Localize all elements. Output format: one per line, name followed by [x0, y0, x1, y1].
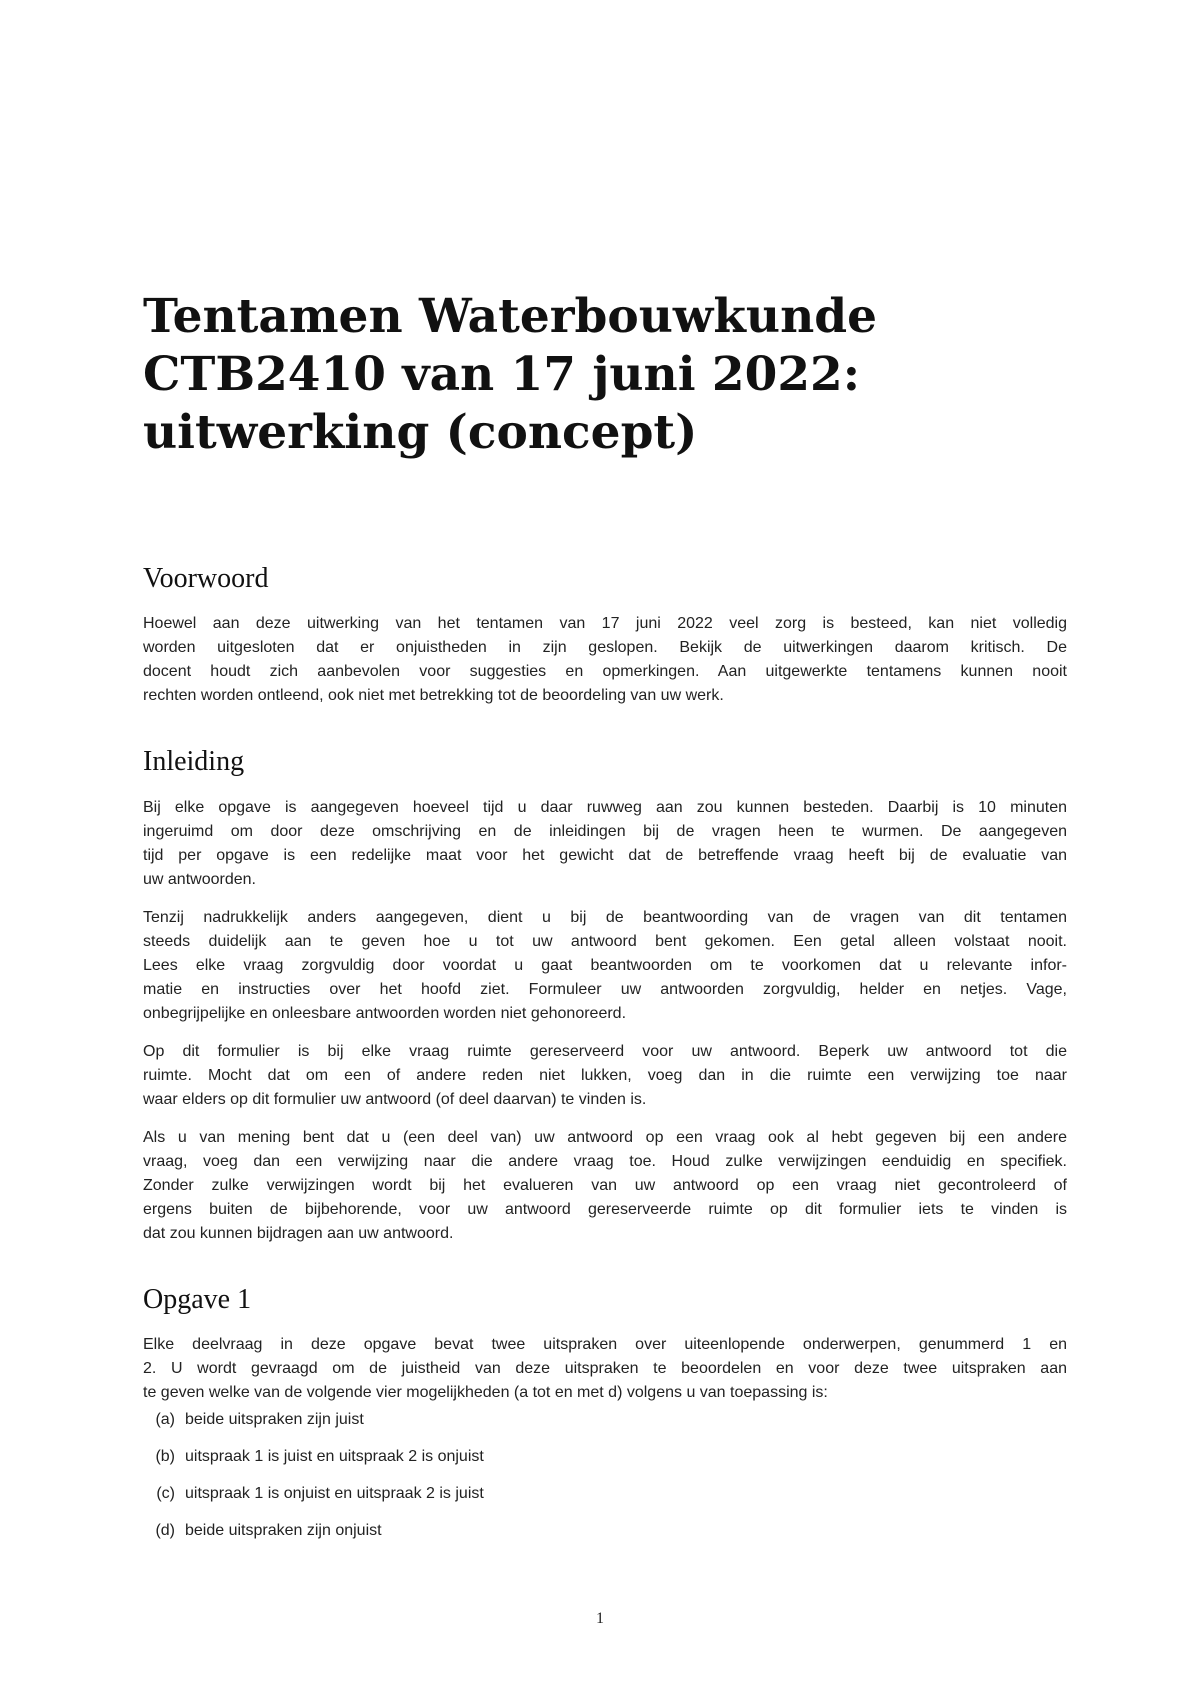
text-line: Op dit formulier is bij elke vraag ruimte gereserveerd voor uw antwoord. Beperk uw antwoord tot die — [143, 1043, 1067, 1060]
list-item — [143, 1482, 1067, 1506]
document-page — [143, 0, 1067, 1696]
title-line: CTB2410 van 17 juni 2022: — [143, 347, 861, 402]
list-item — [143, 1408, 1067, 1432]
text-line: worden uitgesloten dat er onjuistheden in zijn geslopen. Bekijk de uitwerkingen daarom kritisch. De — [143, 639, 1067, 656]
page-number: 1 — [596, 1610, 604, 1627]
heading-opgave-1: Opgave 1 — [143, 1284, 252, 1315]
text-line: onbegrijpelijke en onleesbare antwoorden worden niet gehonoreerd. — [143, 1005, 627, 1022]
voorwoord-paragraph — [143, 612, 1067, 708]
text-line: Lees elke vraag zorgvuldig door voordat u gaat beantwoorden om te voorkomen dat u relevante infor- — [143, 957, 1067, 974]
text-line: docent houdt zich aanbevolen voor suggesties en opmerkingen. Aan uitgewerkte tentamens kunnen nooit — [143, 663, 1067, 680]
text-line: te geven welke van de volgende vier mogelijkheden (a tot en met d) volgens u van toepassing is: — [143, 1384, 828, 1401]
list-item — [143, 1445, 1067, 1469]
text-line: 2. U wordt gevraagd om de juistheid van deze uitspraken te beoordelen en voor deze twee uitspraken aan — [143, 1360, 1067, 1377]
text-line: Hoewel aan deze uitwerking van het tentamen van 17 juni 2022 veel zorg is besteed, kan niet volledig — [143, 615, 1067, 632]
text-line: rechten worden ontleend, ook niet met betrekking tot de beoordeling van uw werk. — [143, 687, 724, 704]
heading-inleiding: Inleiding — [143, 746, 245, 777]
inleiding-paragraph-4 — [143, 1126, 1067, 1246]
text-line: Zonder zulke verwijzingen wordt bij het evalueren van uw antwoord op een vraag niet gecontroleerd of — [143, 1177, 1067, 1194]
text-line: Elke deelvraag in deze opgave bevat twee uitspraken over uiteenlopende onderwerpen, genummerd 1 en — [143, 1336, 1067, 1353]
text-line: ruimte. Mocht dat om een of andere reden niet lukken, voeg dan in die ruimte een verwijzing toe naar — [143, 1067, 1067, 1084]
text-line: tijd per opgave is een redelijke maat voor het gewicht dat de betreffende vraag heeft bij de evaluatie van — [143, 847, 1067, 864]
text-line: waar elders op dit formulier uw antwoord (of deel daarvan) te vinden is. — [143, 1091, 647, 1108]
text-line: vraag, voeg dan een verwijzing naar die andere vraag toe. Houd zulke verwijzingen eenduidig en specifiek. — [143, 1153, 1067, 1170]
options-list — [143, 1408, 1067, 1556]
heading-voorwoord: Voorwoord — [143, 563, 269, 594]
inleiding-paragraph-1 — [143, 796, 1067, 892]
opgave-1-paragraph — [143, 1333, 1067, 1405]
document-title — [143, 288, 1067, 462]
text-line: Bij elke opgave is aangegeven hoeveel tijd u daar ruwweg aan zou kunnen besteden. Daarbij is 10 minuten — [143, 799, 1067, 816]
list-marker: (a) — [155, 1411, 175, 1428]
list-item — [143, 1519, 1067, 1543]
text-line: dat zou kunnen bijdragen aan uw antwoord. — [143, 1225, 454, 1242]
text-line: ingeruimd om door deze omschrijving en de inleidingen bij de vragen heen te wurmen. De aangegeven — [143, 823, 1067, 840]
list-item-text: uitspraak 1 is onjuist en uitspraak 2 is juist — [185, 1485, 484, 1502]
list-item-text: uitspraak 1 is juist en uitspraak 2 is onjuist — [185, 1448, 484, 1465]
title-line: uitwerking (concept) — [143, 405, 698, 460]
list-marker: (c) — [156, 1485, 175, 1502]
text-line: Als u van mening bent dat u (een deel van) uw antwoord op een vraag ook al hebt gegeven bij een andere — [143, 1129, 1067, 1146]
text-line: matie en instructies over het hoofd ziet. Formuleer uw antwoorden zorgvuldig, helder en netjes. Vage, — [143, 981, 1067, 998]
list-marker: (d) — [155, 1522, 175, 1539]
title-line: Tentamen Waterbouwkunde — [143, 289, 878, 344]
text-line: uw antwoorden. — [143, 871, 256, 888]
list-item-text: beide uitspraken zijn juist — [185, 1411, 364, 1428]
text-line: Tenzij nadrukkelijk anders aangegeven, dient u bij de beantwoording van de vragen van dit tentamen — [143, 909, 1067, 926]
text-line: ergens buiten de bijbehorende, voor uw antwoord gereserveerde ruimte op dit formulier iets te vinden is — [143, 1201, 1067, 1218]
list-marker: (b) — [155, 1448, 175, 1465]
inleiding-paragraph-3 — [143, 1040, 1067, 1112]
inleiding-paragraph-2 — [143, 906, 1067, 1026]
list-item-text: beide uitspraken zijn onjuist — [185, 1522, 382, 1539]
text-line: steeds duidelijk aan te geven hoe u tot uw antwoord bent gekomen. Een getal alleen volstaat nooit. — [143, 933, 1067, 950]
